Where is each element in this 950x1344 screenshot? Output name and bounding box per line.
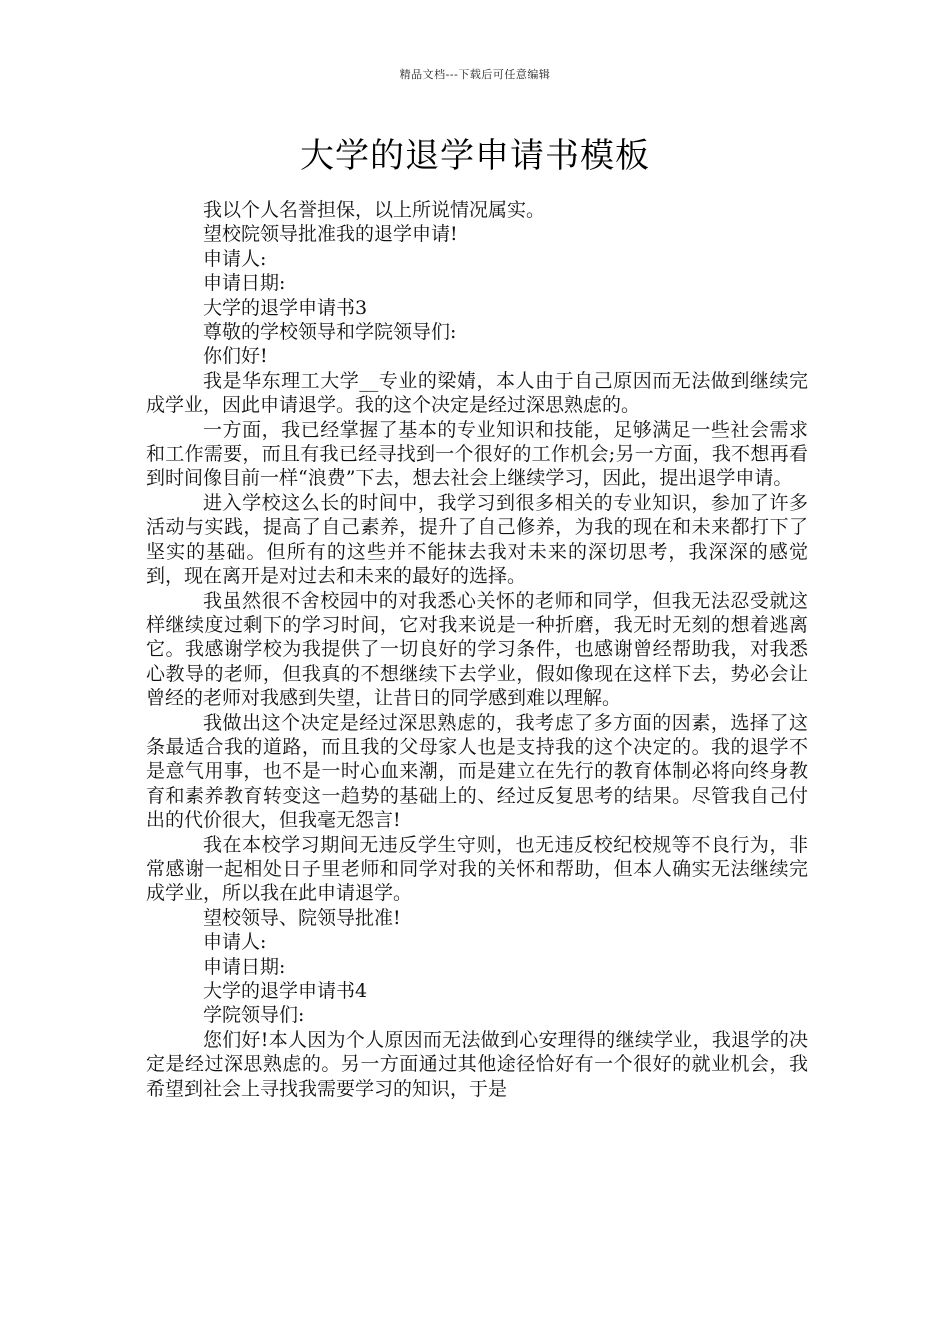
paragraph: 一方面，我已经掌握了基本的专业知识和技能，足够满足一些社会需求和工作需要，而且有我已经寻找到一个很好的工作机会;另一方面，我不想再看到时间像目前一样“浪费”下去，想去社会上继续学习，因此，提出退学申请。 (146, 418, 808, 490)
paragraph: 大学的退学申请书3 (203, 296, 368, 319)
document-body (146, 198, 808, 1101)
paragraph: 我做出这个决定是经过深思熟虑的，我考虑了多方面的因素，选择了这条最适合我的道路，而且我的父母家人也是支持我的这个决定的。我的退学不是意气用事，也不是一时心血来潮，而是建立在先行的教育体制必将向终身教育和素养教育转变这一趋势的基础上的、经过反复思考的结果。尽管我自己付出的代价很大，但我毫无怨言! (146, 711, 808, 832)
paragraph: 申请人: (203, 247, 267, 270)
paragraph: 学院领导们: (203, 1004, 305, 1027)
paragraph: 申请日期: (203, 955, 286, 978)
paragraph: 我是华东理工大学__专业的梁婧，本人由于自己原因而无法做到继续完成学业，因此申请退学。我的这个决定是经过深思熟虑的。 (146, 369, 808, 417)
paragraph: 我在本校学习期间无违反学生守则，也无违反校纪校规等不良行为，非常感谢一起相处日子里老师和同学对我的关怀和帮助，但本人确实无法继续完成学业，所以我在此申请退学。 (146, 833, 808, 905)
paragraph: 望校院领导批准我的退学申请! (203, 223, 458, 246)
paragraph: 我以个人名誉担保，以上所说情况属实。 (203, 199, 546, 221)
document-title: 大学的退学申请书模板 (300, 136, 650, 176)
paragraph: 望校领导、院领导批准! (203, 906, 401, 929)
paragraph: 尊敬的学校领导和学院领导们: (203, 321, 457, 344)
paragraph: 申请人: (203, 931, 267, 954)
header-note: 精品文档---下载后可任意编辑 (399, 68, 551, 81)
paragraph: 大学的退学申请书4 (203, 980, 368, 1002)
paragraph: 您们好!本人因为个人原因而无法做到心安理得的继续学业，我退学的决定是经过深思熟虑的。另一方面通过其他途径恰好有一个很好的就业机会，我希望到社会上寻找我需要学习的知识，于是 (146, 1028, 808, 1100)
paragraph: 申请日期: (203, 272, 286, 295)
paragraph: 我虽然很不舍校园中的对我悉心关怀的老师和同学，但我无法忍受就这样继续度过剩下的学习时间，它对我来说是一种折磨，我无时无刻的想着逃离它。我感谢学校为我提供了一切良好的学习条件，也感谢曾经帮助我，对我悉心教导的老师，但我真的不想继续下去学业，假如像现在这样下去，势必会让曾经的老师对我感到失望，让昔日的同学感到难以理解。 (146, 589, 808, 710)
paragraph: 进入学校这么长的时间中，我学习到很多相关的专业知识，参加了许多活动与实践，提高了自己素养，提升了自己修养，为我的现在和未来都打下了坚实的基础。但所有的这些并不能抹去我对未来的深切思考，我深深的感觉到，现在离开是对过去和未来的最好的选择。 (146, 491, 808, 588)
paragraph: 你们好! (203, 345, 268, 368)
